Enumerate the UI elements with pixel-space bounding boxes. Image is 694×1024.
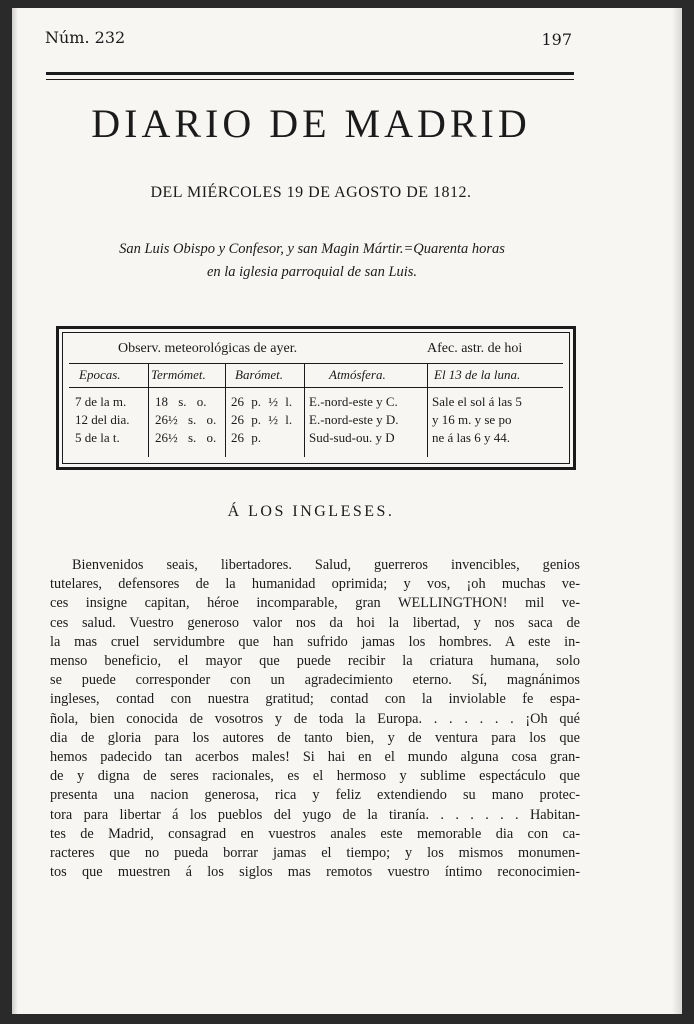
body-line: tutelares, defensores de la humanidad oprimida; y vos, ¡oh muchas ve- (50, 576, 580, 593)
epoca-cell: 7 de la m. (75, 394, 127, 409)
weather-table (56, 326, 576, 470)
column-divider (225, 363, 226, 457)
barometro-cell: 26 p. ½ l. (231, 394, 293, 409)
atmosfera-cell: E.-nord-este y D. (309, 412, 399, 427)
body-line: dia de gloria para los autores de tanto bien, y de ventura para los que (50, 729, 580, 746)
body-line: menso beneficio, el mayor que puede recibir la criatura humana, solo (50, 653, 580, 670)
body-line: presenta una nacion generosa, rica y feliz extendiendo su mano protec- (50, 787, 580, 804)
page-shadow-left (12, 8, 18, 1014)
atmosfera-cell: E.-nord-este y C. (309, 394, 398, 409)
saints-line-1: San Luis Obispo y Confesor, y san Magin Mártir.=Quarenta horas (119, 241, 505, 257)
page-shadow-right (672, 8, 682, 1014)
saints-line-2: en la iglesia parroquial de san Luis. (206, 264, 418, 280)
body-line: ñola, bien conocida de vosotros y de toda la Europa. . . . . . . ¡Oh qué (50, 710, 580, 727)
article-title: Á LOS INGLESES. (227, 503, 395, 520)
article-body (50, 556, 580, 882)
body-line: ces salud. Vuestro generoso valor nos da hoi la libertad, y nos saca de (50, 614, 580, 631)
column-divider (427, 363, 428, 457)
astronomical-title: Afec. astr. de hoi (427, 341, 523, 356)
column-header-luna: El 13 de la luna. (434, 367, 521, 382)
column-header-atmosfera: Atmósfera. (329, 367, 386, 382)
body-line: de y digna de seres racionales, es el hermoso y sublime espectáculo que (50, 768, 580, 785)
termometro-cell: 26½ s. o. (155, 430, 217, 445)
table-rule (69, 363, 563, 364)
weather-observations-title: Observ. meteorológicas de ayer. (118, 341, 298, 356)
body-line: Bienvenidos seais, libertadores. Salud, guerreros invencibles, genios (72, 557, 580, 573)
body-line: ingleses, contad con nuestra gratitud; contad con la inviolable fe espa- (50, 691, 580, 708)
body-line: la mas cruel servidumbre que han sufrido jamas los hombres. A este in- (50, 633, 580, 650)
barometro-cell: 26 p. (231, 430, 261, 445)
luna-cell: y 16 m. y se po (432, 412, 512, 427)
body-line: tes de Madrid, consagrad en vuestros anales este memorable dia con ca- (50, 825, 580, 842)
newspaper-page (12, 8, 682, 1014)
luna-cell: Sale el sol á las 5 (432, 394, 522, 409)
column-divider (148, 363, 149, 457)
saints-of-day (62, 238, 562, 284)
page-number: 197 (541, 30, 572, 49)
column-divider (304, 363, 305, 457)
body-line: se puede corresponder con un agradecimiento eterno. Sí, magnánimos (50, 672, 580, 689)
body-line: tos que muestren á los siglos mas remotos vuestro íntimo reconocimien- (50, 864, 580, 881)
table-rule (69, 387, 563, 388)
issue-number: Núm. 232 (45, 28, 126, 47)
column-header-termometro: Termómet. (151, 367, 206, 382)
body-line: racteres que no pueda borrar jamas el tiempo; y los mismos monumen- (50, 845, 580, 862)
epoca-cell: 12 del dia. (75, 412, 130, 427)
luna-cell: ne á las 6 y 44. (432, 430, 510, 445)
weather-table-inner (62, 332, 570, 464)
header-rule-thin (46, 79, 574, 80)
column-header-barometro: Barómet. (235, 367, 284, 382)
epoca-cell: 5 de la t. (75, 430, 120, 445)
dateline: DEL MIÉRCOLES 19 DE AGOSTO DE 1812. (150, 184, 472, 201)
termometro-cell: 18 s. o. (155, 394, 207, 409)
body-line: tora para libertar á los pueblos del yugo de la tiranía. . . . . . . Habitan- (50, 806, 580, 823)
masthead-title: DIARIO DE MADRID (91, 101, 531, 146)
termometro-cell: 26½ s. o. (155, 412, 217, 427)
body-line: hemos padecido tan acerbos males! Si hai en el mundo alguna cosa gran- (50, 749, 580, 766)
body-line: ces insigne capitan, héroe incomparable, gran WELLINGTHON! mil ve- (50, 595, 580, 612)
barometro-cell: 26 p. ½ l. (231, 412, 293, 427)
header-rule-thick (46, 72, 574, 75)
column-header-epocas: Epocas. (79, 367, 121, 382)
atmosfera-cell: Sud-sud-ou. y D (309, 430, 395, 445)
